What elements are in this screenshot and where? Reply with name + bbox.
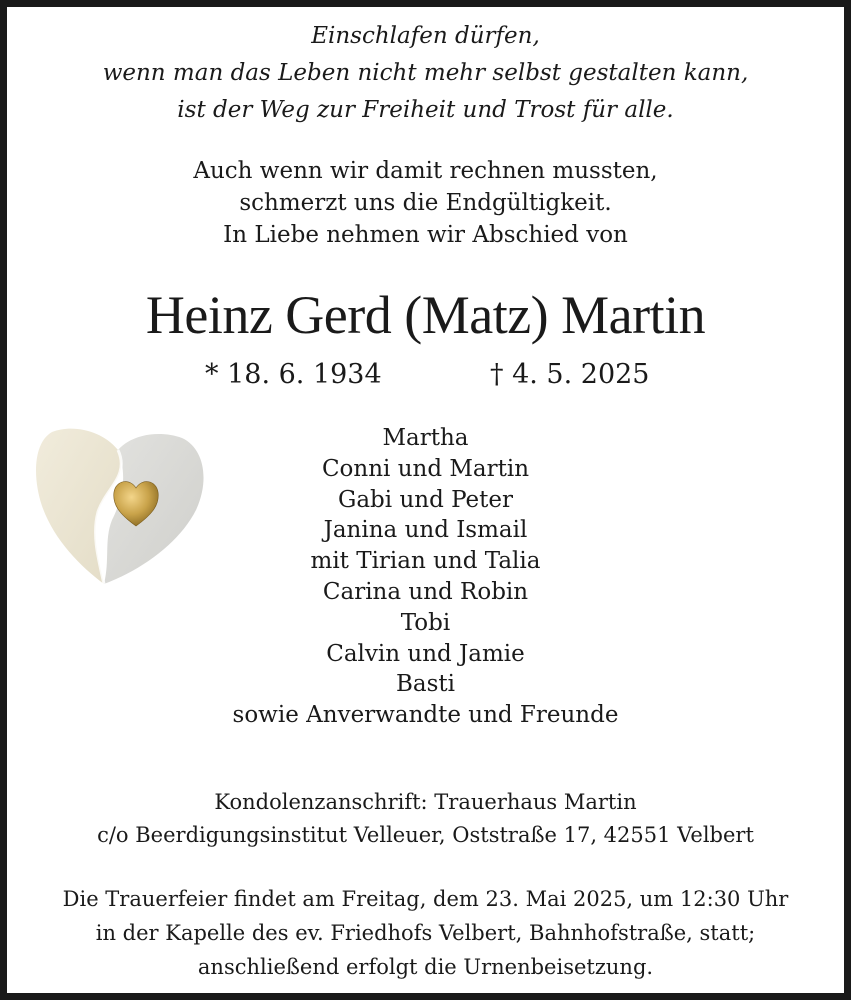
family-member: Martha: [382, 425, 469, 451]
family-member: Gabi und Peter: [337, 486, 514, 513]
condolence-address: [0, 786, 851, 852]
intro-line: In Liebe nehmen wir Abschied von: [223, 222, 628, 248]
death-date: † 4. 5. 2025: [490, 359, 650, 390]
address-line: Kondolenzanschrift: Trauerhaus Martin: [214, 790, 637, 814]
family-list: [0, 423, 851, 731]
birth-date: * 18. 6. 1934: [205, 359, 382, 390]
poem-line: Einschlafen dürfen,: [311, 23, 540, 49]
poem-line: ist der Weg zur Freiheit und Trost für alle.: [177, 97, 674, 123]
service-line: anschließend erfolgt die Urnenbeisetzung.: [197, 955, 654, 979]
intro-line: Auch wenn wir damit rechnen mussten,: [193, 158, 658, 184]
family-member: Conni und Martin: [321, 455, 530, 482]
family-member: sowie Anverwandte und Freunde: [232, 702, 619, 729]
family-member: Basti: [395, 671, 456, 698]
intro-text: [0, 155, 851, 251]
funeral-service-info: [0, 882, 851, 984]
poem-line: wenn man das Leben nicht mehr selbst gestalten kann,: [102, 60, 749, 86]
service-line: in der Kapelle des ev. Friedhofs Velbert, Bahnhofstraße, statt;: [95, 921, 756, 945]
family-member: Janina und Ismail: [323, 517, 528, 544]
service-line: Die Trauerfeier findet am Freitag, dem 23. Mai 2025, um 12:30 Uhr: [62, 887, 789, 911]
poem: [0, 18, 851, 129]
family-member: Carina und Robin: [322, 578, 529, 605]
family-member: mit Tirian und Talia: [310, 548, 541, 575]
life-dates: [0, 355, 851, 395]
family-member: Tobi: [400, 609, 451, 636]
address-line: c/o Beerdigungsinstitut Velleuer, Oststraße 17, 42551 Velbert: [97, 823, 754, 847]
family-member: Calvin und Jamie: [326, 640, 525, 667]
intro-line: schmerzt uns die Endgültigkeit.: [239, 190, 612, 216]
deceased-name: Heinz Gerd (Matz) Martin: [145, 285, 706, 345]
